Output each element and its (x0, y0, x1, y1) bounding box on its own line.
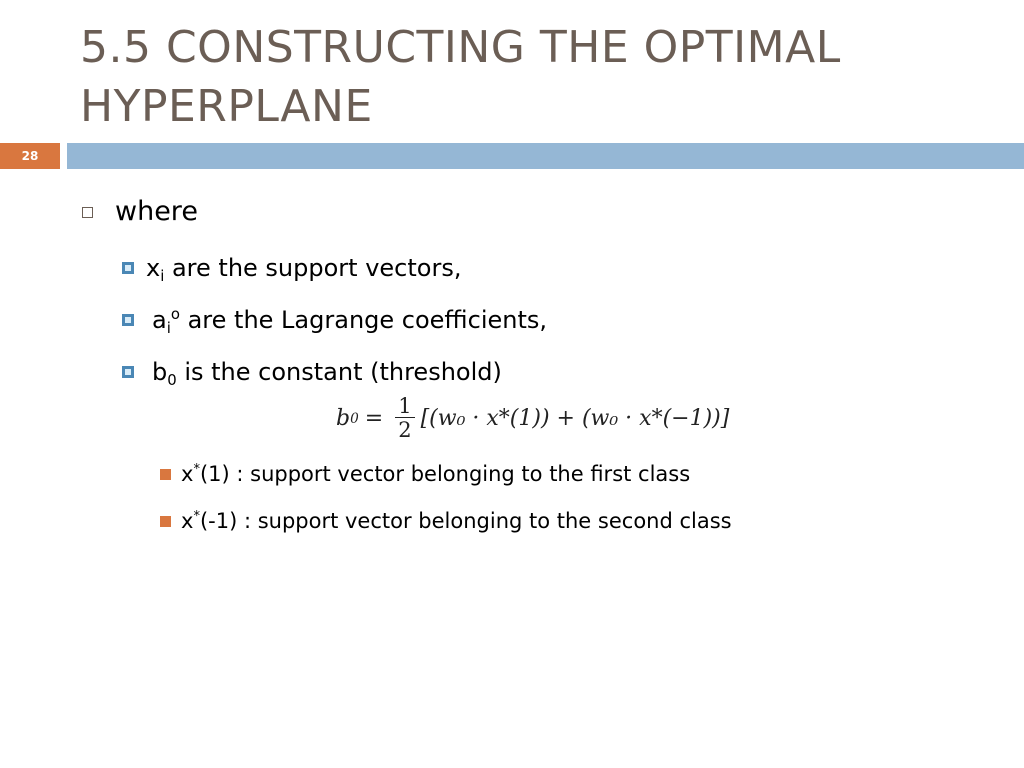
filled-square-bullet-icon (122, 314, 134, 326)
sub-bullet-first-class-text: x*(1) : support vector belonging to the first class (181, 462, 691, 486)
hollow-square-bullet-icon (82, 207, 93, 218)
sub-bullet-first-class (160, 460, 690, 488)
bullet-ai-text: $a_i^o$ are the Lagrange coefficients, (152, 305, 548, 338)
bullet-where-label: where (115, 196, 198, 227)
orange-square-bullet-icon (160, 516, 171, 527)
b0-formula: b 0 = $\frac{1}{2}$ [(w₀ · x*(1)) + (w₀ · x*(−1))] (336, 394, 730, 442)
filled-square-bullet-icon (122, 262, 134, 274)
bullet-where (82, 195, 198, 229)
formula-rhs: [(w₀ · x*(1)) + (w₀ · x*(−1))] (420, 406, 730, 431)
slide-number: 28 (0, 143, 60, 169)
title-underline-bar (67, 143, 1024, 169)
one-half-fraction: $\frac{1}{2}$ (395, 395, 414, 442)
bullet-lagrange (122, 305, 548, 338)
slide-title: 5.5 CONSTRUCTING THE OPTIMAL HYPERPLANE (80, 22, 841, 132)
bullet-xi-text: $x_i$ are the support vectors, (146, 254, 462, 286)
filled-square-bullet-icon (122, 366, 134, 378)
sub-bullet-second-class (160, 507, 732, 535)
bullet-threshold (122, 357, 502, 390)
bullet-b0-text: $b_0$ is the constant (threshold) (152, 358, 502, 390)
bullet-support-vectors (122, 253, 462, 286)
sub-bullet-second-class-text: x*(-1) : support vector belonging to the second class (181, 509, 732, 533)
orange-square-bullet-icon (160, 469, 171, 480)
